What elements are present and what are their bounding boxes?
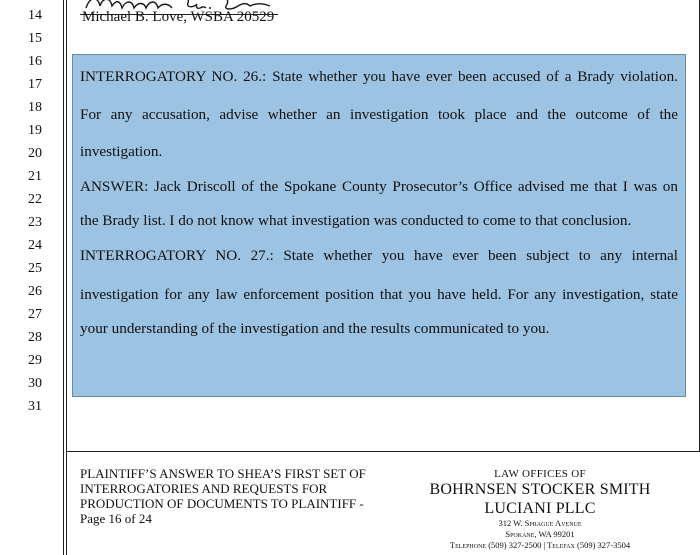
line-number: 24 <box>28 238 42 253</box>
interrogatory-26-line: investigation. <box>80 143 163 160</box>
pleading-rule-left <box>63 0 64 555</box>
line-number: 21 <box>28 169 42 184</box>
line-number: 19 <box>28 123 42 138</box>
page-number: Page 16 of 24 <box>80 511 152 526</box>
firm-phone-fax: Telephone (509) 327-2500 | Telefax (509) 327-3504 <box>449 540 631 550</box>
answer-26-line: ANSWER: Jack Driscoll of the Spokane County Prosecutor’s Office advised me that I was on <box>80 178 678 195</box>
caption-line: INTERROGATORIES AND REQUESTS FOR <box>80 481 328 496</box>
law-firm-block <box>420 468 660 551</box>
line-number: 17 <box>28 77 42 92</box>
line-number: 16 <box>28 54 42 69</box>
line-number: 14 <box>28 8 42 23</box>
footer-rule <box>66 451 700 452</box>
line-number: 20 <box>28 146 42 161</box>
line-number: 27 <box>28 307 42 322</box>
interrogatory-27-line: INTERROGATORY NO. 27.: State whether you have ever been subject to any internal <box>80 247 678 264</box>
line-number: 29 <box>28 353 42 368</box>
firm-name-line-1: BOHRNSEN STOCKER SMITH <box>429 481 651 498</box>
document-caption <box>80 466 366 526</box>
interrogatory-27-line: your understanding of the investigation and the results communicated to you. <box>80 320 550 337</box>
line-number: 31 <box>28 399 42 414</box>
line-number: 23 <box>28 215 42 230</box>
firm-address-street: 312 W. Sprague Avenue <box>498 518 582 528</box>
caption-line: PLAINTIFF’S ANSWER TO SHEA’S FIRST SET OF <box>80 466 366 481</box>
signature-block <box>80 0 300 32</box>
interrogatory-26-line: INTERROGATORY NO. 26.: State whether you have ever been accused of a Brady violation. <box>80 68 678 85</box>
answer-26-line: the Brady list. I do not know what investigation was conducted to come to that conclusion. <box>80 212 632 229</box>
line-number: 26 <box>28 284 42 299</box>
line-number: 25 <box>28 261 42 276</box>
interrogatory-27-line: investigation for any law enforcement position that you have held. For any investigation, state <box>80 286 678 303</box>
caption-line: PRODUCTION OF DOCUMENTS TO PLAINTIFF - <box>80 496 364 511</box>
law-offices-label: LAW OFFICES OF <box>494 468 586 480</box>
signer-name: Michael B. Love, WSBA 20529 <box>82 9 275 25</box>
line-number: 30 <box>28 376 42 391</box>
firm-name-line-2: LUCIANI PLLC <box>484 500 596 517</box>
line-number: 22 <box>28 192 42 207</box>
line-number: 28 <box>28 330 42 345</box>
interrogatory-26-line: For any accusation, advise whether an investigation took place and the outcome of the <box>80 106 678 123</box>
line-number: 18 <box>28 100 42 115</box>
line-number: 15 <box>28 31 42 46</box>
pleading-line-numbers <box>0 0 50 555</box>
firm-address-city: Spokane, WA 99201 <box>505 529 575 539</box>
pleading-rule-left-inner <box>66 0 67 555</box>
